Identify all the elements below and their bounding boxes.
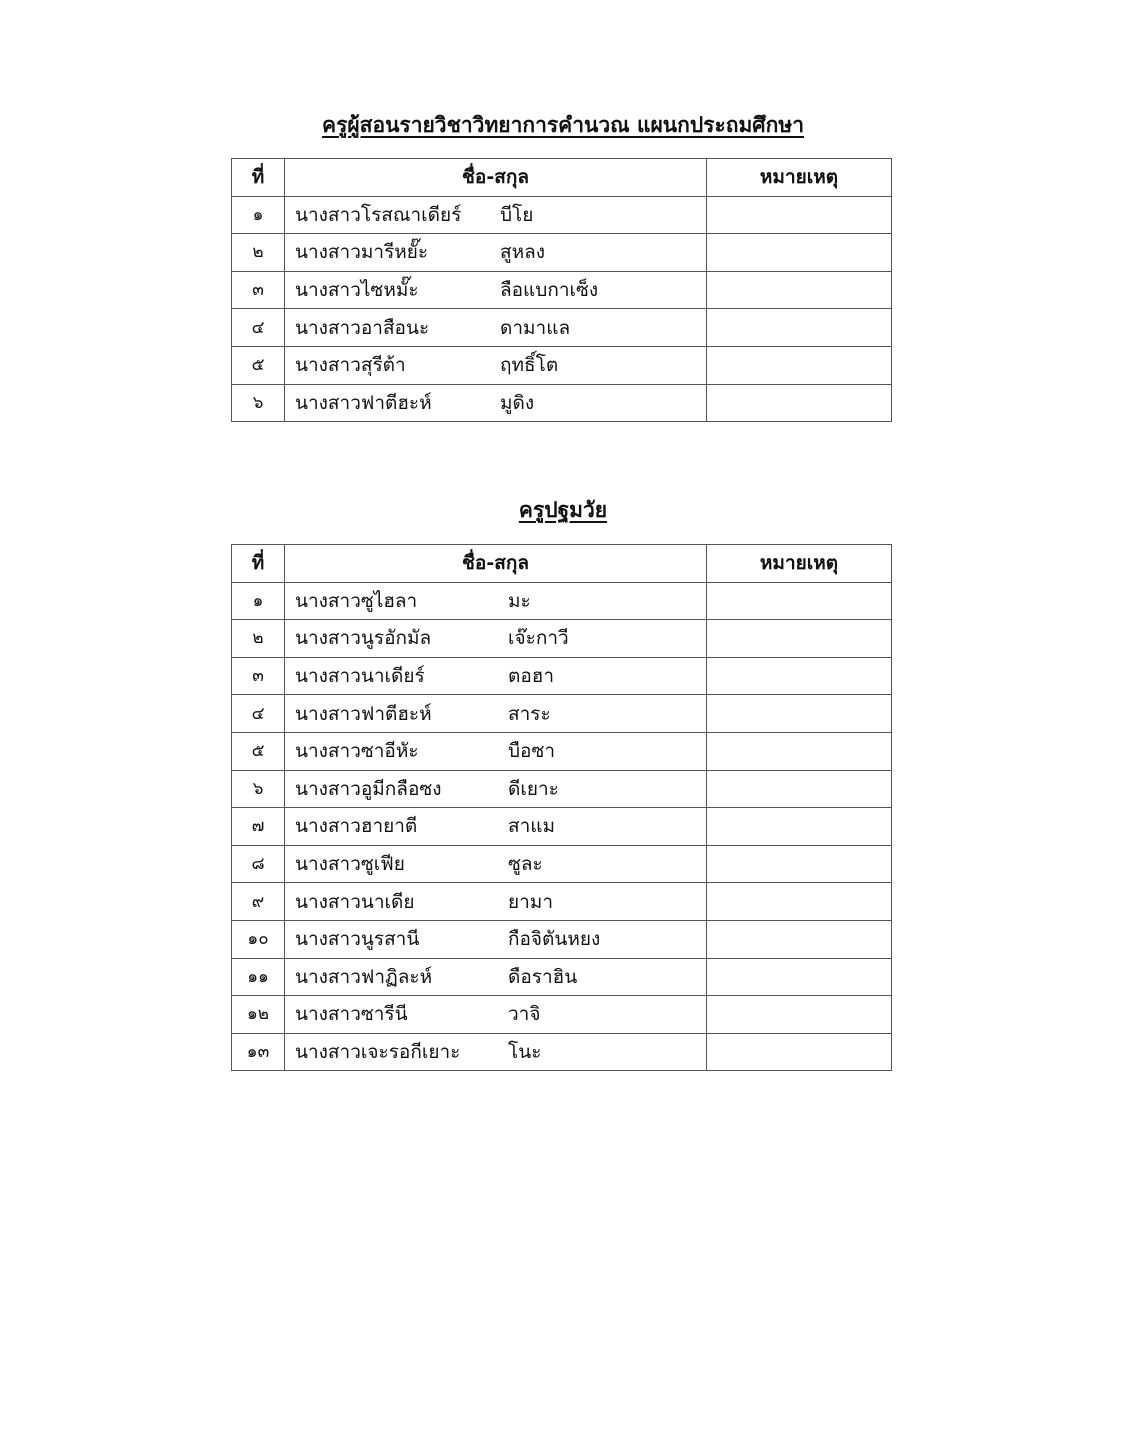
row-number: ๕ [232,346,285,384]
table-row [232,808,892,846]
row-note [707,883,892,921]
last-name: สาระ [508,702,551,725]
row-number: ๑ [232,196,285,234]
last-name: วาจิ [508,1003,541,1026]
last-name: สาแม [508,815,556,838]
first-name: นางสาวซูเฟีย [295,853,405,876]
first-name: นางสาวไซหมั๊ะ [295,279,419,302]
first-name: นางสาวซูไฮลา [295,589,418,612]
teacher-table-computing [231,158,892,422]
table-row [232,845,892,883]
row-number: ๔ [232,695,285,733]
table-row [232,346,892,384]
last-name: ดือราฮิน [508,965,578,988]
header-no: ที่ [232,159,285,197]
last-name: บีโย [500,203,534,226]
first-name: นางสาวเจะรอกีเยาะ [295,1041,461,1064]
first-name: นางสาวนาเดียร์ [295,665,425,688]
row-name [285,996,707,1034]
row-name [285,920,707,958]
last-name: ยามา [508,890,553,913]
row-note [707,309,892,347]
row-note [707,582,892,620]
row-name [285,196,707,234]
row-name [285,384,707,422]
row-number: ๒ [232,234,285,272]
last-name: ซูละ [508,853,543,876]
header-name: ชื่อ-สกุล [285,545,707,583]
row-note [707,845,892,883]
first-name: นางสาวสุรีต้า [295,354,406,377]
section2-title: ครูปฐมวัย [518,498,608,522]
last-name: มูดิง [500,391,535,414]
row-name [285,271,707,309]
row-number: ๑ [232,582,285,620]
first-name: นางสาวโรสณาเดียร์ [295,203,462,226]
last-name: สูหลง [500,241,546,264]
first-name: นางสาวฟาตีฮะห์ [295,391,432,414]
first-name: นางสาวฮายาตี [295,815,418,838]
row-name [285,883,707,921]
row-name [285,958,707,996]
table-row [232,582,892,620]
row-name [285,234,707,272]
table-row [232,657,892,695]
first-name: นางสาวอูมีกลือซง [295,777,442,800]
row-note [707,384,892,422]
table-row [232,695,892,733]
header-note: หมายเหตุ [707,545,892,583]
teacher-table-early-childhood [231,544,892,1071]
row-number: ๔ [232,309,285,347]
row-name [285,695,707,733]
table-row [232,770,892,808]
table-row [232,384,892,422]
row-note [707,770,892,808]
row-note [707,958,892,996]
first-name: นางสาวนูรอักมัล [295,627,432,650]
table-row [232,271,892,309]
row-name [285,582,707,620]
last-name: ฤทธิ์โต [500,354,559,377]
row-name [285,346,707,384]
row-number: ๕ [232,732,285,770]
first-name: นางสาวมารีหยั๊ะ [295,241,429,264]
first-name: นางสาวฟาตีฮะห์ [295,702,432,725]
last-name: ดามาแล [500,316,571,339]
header-no: ที่ [232,545,285,583]
row-note [707,695,892,733]
first-name: นางสาวซาอีหัะ [295,740,419,763]
row-note [707,920,892,958]
row-name [285,732,707,770]
row-note [707,996,892,1034]
row-note [707,732,892,770]
last-name: โนะ [508,1041,542,1064]
last-name: ตอฮา [508,665,555,688]
header-note: หมายเหตุ [707,159,892,197]
row-name [285,657,707,695]
table-row [232,309,892,347]
first-name: นางสาวซารีนี [295,1003,408,1026]
section1-title: ครูผู้สอนรายวิชาวิทยาการคำนวณ แผนกประถมศึกษา [322,113,804,137]
row-name [285,620,707,658]
row-number: ๓ [232,657,285,695]
row-number: ๑๐ [232,920,285,958]
table-row [232,996,892,1034]
table-row [232,1033,892,1071]
last-name: มะ [508,589,531,612]
row-name [285,845,707,883]
last-name: ดีเยาะ [508,777,559,800]
table-row [232,883,892,921]
table-row [232,732,892,770]
row-note [707,808,892,846]
table-row [232,620,892,658]
last-name: ลือแบกาเซ็ง [500,279,599,302]
row-number: ๖ [232,770,285,808]
row-name [285,309,707,347]
first-name: นางสาวอาสือนะ [295,316,430,339]
row-name [285,808,707,846]
first-name: นางสาวนาเดีย [295,890,415,913]
row-number: ๒ [232,620,285,658]
row-number: ๖ [232,384,285,422]
first-name: นางสาวฟาฏิละห์ [295,965,433,988]
row-note [707,234,892,272]
row-number: ๘ [232,845,285,883]
row-number: ๓ [232,271,285,309]
row-number: ๗ [232,808,285,846]
row-name [285,770,707,808]
table-row [232,958,892,996]
row-note [707,1033,892,1071]
last-name: กือจิตันหยง [508,928,601,951]
row-name [285,1033,707,1071]
row-note [707,346,892,384]
row-number: ๑๒ [232,996,285,1034]
row-note [707,620,892,658]
row-number: ๑๓ [232,1033,285,1071]
row-number: ๙ [232,883,285,921]
table-header-row [232,545,892,583]
table-header-row [232,159,892,197]
header-name: ชื่อ-สกุล [285,159,707,197]
table-row [232,196,892,234]
row-note [707,271,892,309]
table-row [232,234,892,272]
last-name: บือซา [508,740,556,763]
table-row [232,920,892,958]
last-name: เจ๊ะกาวี [508,627,569,650]
row-note [707,196,892,234]
row-number: ๑๑ [232,958,285,996]
first-name: นางสาวนูรสานี [295,928,420,951]
row-note [707,657,892,695]
